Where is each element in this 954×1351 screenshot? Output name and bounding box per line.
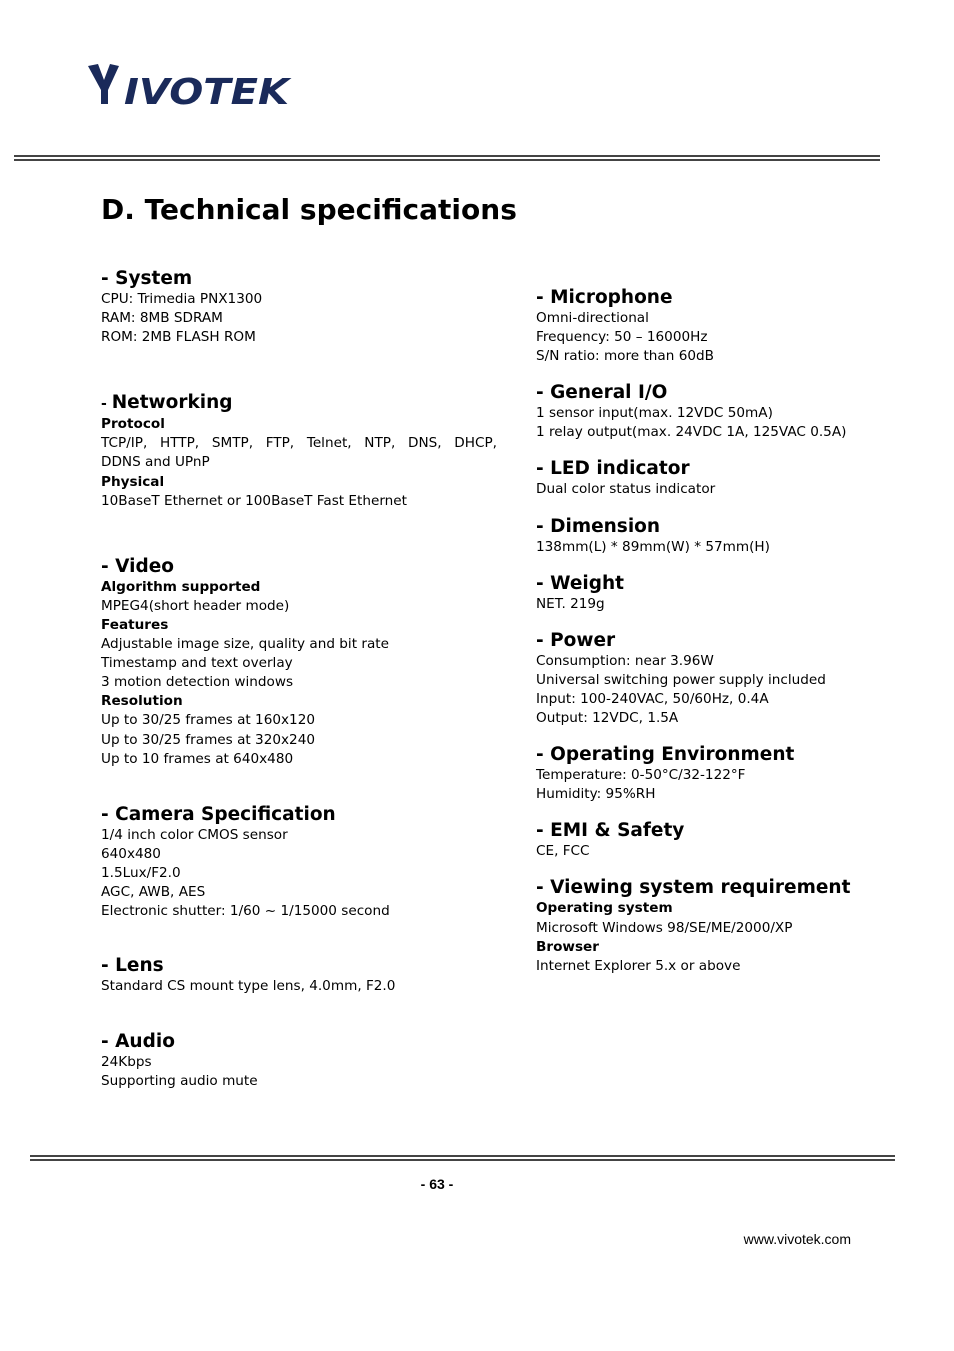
spec-line: Temperature: 0-50°C/32-122°F <box>536 767 746 784</box>
section-heading: - Audio <box>101 1031 175 1053</box>
spec-line: 1 relay output(max. 24VDC 1A, 125VAC 0.5A) <box>536 424 847 441</box>
spec-line: Up to 30/25 frames at 160x120 <box>101 712 315 729</box>
footer-rule <box>30 1155 895 1161</box>
section-system <box>101 268 501 347</box>
spec-line: CE, FCC <box>536 843 590 860</box>
spec-line: MPEG4(short header mode) <box>101 597 290 614</box>
section-heading: - Dimension <box>536 515 661 537</box>
section-viewing-system <box>536 877 881 975</box>
spec-line: RAM: 8MB SDRAM <box>101 310 223 327</box>
subheading: Protocol <box>101 416 165 433</box>
spec-line: Omni-directional <box>536 310 649 326</box>
section-camera <box>101 804 501 921</box>
section-power <box>536 630 881 728</box>
heading-dash: - <box>101 396 112 413</box>
spec-line: NET. 219g <box>536 595 605 612</box>
spec-line: AGC, AWB, AES <box>101 883 206 900</box>
spec-line: ROM: 2MB FLASH ROM <box>101 329 256 346</box>
spec-line: Internet Explorer 5.x or above <box>536 957 741 974</box>
section-microphone <box>536 287 881 366</box>
spec-line: 138mm(L) * 89mm(W) * 57mm(H) <box>536 538 770 555</box>
spec-line: Dual color status indicator <box>536 481 716 498</box>
section-heading: - Operating Environment <box>536 744 795 766</box>
section-video <box>101 556 501 769</box>
spec-line: 3 motion detection windows <box>101 674 294 691</box>
spec-line: 640x480 <box>101 845 161 862</box>
page-title: D. Technical specifications <box>101 193 517 226</box>
spec-line: Electronic shutter: 1/60 ~ 1/15000 second <box>101 903 390 920</box>
section-heading: - Viewing system requirement <box>536 877 851 899</box>
section-heading: - EMI & Safety <box>536 820 685 842</box>
spec-line: TCP/IP, HTTP, SMTP, FTP, Telnet, NTP, DNS, DHCP, <box>101 435 497 452</box>
section-heading: - Weight <box>536 572 625 594</box>
spec-line: Up to 10 frames at 640x480 <box>101 750 294 767</box>
spec-line: Humidity: 95%RH <box>536 786 656 803</box>
section-audio <box>101 1031 501 1091</box>
spec-line: Adjustable image size, quality and bit rate <box>101 636 389 653</box>
section-heading: - LED indicator <box>536 458 690 480</box>
spec-line: Up to 30/25 frames at 320x240 <box>101 731 315 748</box>
spec-line: Consumption: near 3.96W <box>536 652 714 669</box>
right-column <box>536 287 881 976</box>
footer-url: www.vivotek.com <box>743 1231 851 1247</box>
vivotek-logo <box>84 60 294 112</box>
header-rule <box>14 155 880 161</box>
section-general-io <box>536 382 881 442</box>
section-heading: - Power <box>536 629 616 651</box>
section-led-indicator <box>536 458 881 499</box>
section-heading: - Lens <box>101 955 164 977</box>
spec-line: Output: 12VDC, 1.5A <box>536 710 679 727</box>
svg-text:IVOTEK: IVOTEK <box>124 72 293 112</box>
spec-line: Standard CS mount type lens, 4.0mm, F2.0 <box>101 978 396 995</box>
section-heading <box>101 392 501 415</box>
spec-line: DDNS and UPnP <box>101 454 210 471</box>
heading-text: Networking <box>111 392 233 414</box>
subheading: Resolution <box>101 693 183 710</box>
subheading: Features <box>101 616 169 633</box>
spec-line: Timestamp and text overlay <box>101 655 293 672</box>
subheading: Operating system <box>536 900 673 917</box>
spec-line: Universal switching power supply included <box>536 671 826 688</box>
page-number: - 63 - <box>420 1176 454 1192</box>
section-heading: - System <box>101 268 193 289</box>
section-heading: - General I/O <box>536 382 668 404</box>
spec-line: CPU: Trimedia PNX1300 <box>101 291 263 307</box>
spec-line: 1 sensor input(max. 12VDC 50mA) <box>536 405 773 422</box>
subheading: Algorithm supported <box>101 578 261 595</box>
section-operating-environment <box>536 744 881 804</box>
section-dimension <box>536 516 881 557</box>
section-lens <box>101 955 501 996</box>
section-networking <box>101 392 501 510</box>
spec-line: 1.5Lux/F2.0 <box>101 864 181 881</box>
spec-line: Input: 100-240VAC, 50/60Hz, 0.4A <box>536 690 769 707</box>
subheading: Physical <box>101 473 165 490</box>
spec-line: S/N ratio: more than 60dB <box>536 348 714 365</box>
subheading: Browser <box>536 938 599 955</box>
spec-line: 10BaseT Ethernet or 100BaseT Fast Ethernet <box>101 492 407 509</box>
section-weight <box>536 573 881 614</box>
spec-line: Frequency: 50 – 16000Hz <box>536 329 708 346</box>
spec-line: Supporting audio mute <box>101 1073 258 1090</box>
spec-line: 24Kbps <box>101 1054 152 1071</box>
left-column <box>101 268 501 1091</box>
section-heading: - Video <box>101 555 174 577</box>
section-emi-safety <box>536 820 881 861</box>
section-heading: - Microphone <box>536 287 673 308</box>
section-heading: - Camera Specification <box>101 803 336 825</box>
spec-line: Microsoft Windows 98/SE/ME/2000/XP <box>536 919 793 936</box>
spec-line: 1/4 inch color CMOS sensor <box>101 826 288 843</box>
